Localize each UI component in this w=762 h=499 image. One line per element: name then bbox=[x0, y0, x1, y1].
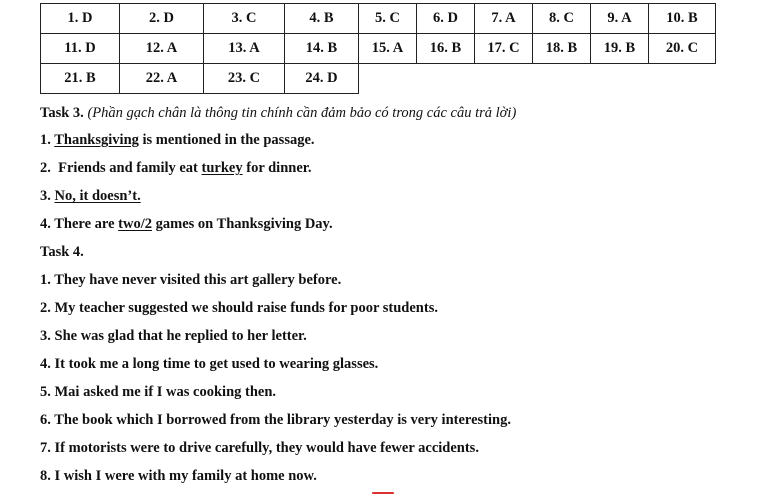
answer-cell: 1. D bbox=[41, 4, 120, 34]
answer-cell: 9. A bbox=[591, 4, 649, 34]
red-end-mark bbox=[372, 492, 394, 494]
empty-cell bbox=[475, 64, 533, 94]
task4-heading: Task 4. bbox=[40, 244, 84, 260]
answer-cell: 13. A bbox=[204, 34, 285, 64]
answer-row-3 bbox=[41, 64, 716, 94]
answer-cell: 10. B bbox=[649, 4, 716, 34]
answer-cell: 16. B bbox=[417, 34, 475, 64]
answer-cell: 2. D bbox=[120, 4, 204, 34]
empty-cell bbox=[591, 64, 649, 94]
task3-note: (Phần gạch chân là thông tin chính cần đảm bảo có trong các câu trả lời) bbox=[87, 105, 517, 121]
answer-content bbox=[40, 100, 755, 490]
answer-cell: 8. C bbox=[533, 4, 591, 34]
task4-item-2: 2. My teacher suggested we should raise funds for poor students. bbox=[40, 300, 438, 316]
answer-row-1 bbox=[41, 4, 716, 34]
answer-cell: 12. A bbox=[120, 34, 204, 64]
answer-cell: 19. B bbox=[591, 34, 649, 64]
answer-cell: 15. A bbox=[359, 34, 417, 64]
underlined-key-info: two/2 bbox=[118, 216, 152, 232]
answer-cell: 6. D bbox=[417, 4, 475, 34]
answer-cell: 7. A bbox=[475, 4, 533, 34]
item-text: games on Thanksgiving Day. bbox=[151, 216, 333, 232]
answer-cell: 21. B bbox=[41, 64, 120, 94]
task4-item-5: 5. Mai asked me if I was cooking then. bbox=[40, 384, 277, 400]
item-number: 3. bbox=[40, 188, 51, 204]
item-number: 2. bbox=[40, 160, 51, 176]
answer-cell: 11. D bbox=[41, 34, 120, 64]
answer-cell: 18. B bbox=[533, 34, 591, 64]
answer-cell: 4. B bbox=[285, 4, 359, 34]
underlined-key-info: No, it doesn’t. bbox=[54, 188, 141, 204]
item-number: 4. bbox=[40, 216, 51, 232]
answer-cell: 14. B bbox=[285, 34, 359, 64]
answer-row-2 bbox=[41, 34, 716, 64]
task3-item-4 bbox=[40, 210, 755, 238]
empty-cell bbox=[649, 64, 716, 94]
item-text: There are bbox=[50, 216, 119, 232]
task3-heading: Task 3. bbox=[40, 105, 84, 121]
answer-cell: 22. A bbox=[120, 64, 204, 94]
task3-item-3 bbox=[40, 182, 755, 210]
task3-item-1 bbox=[40, 126, 755, 154]
task3-heading-line bbox=[40, 100, 755, 126]
task4-item-1: 1. They have never visited this art gallery before. bbox=[40, 272, 342, 288]
answer-cell: 24. D bbox=[285, 64, 359, 94]
item-text: for dinner. bbox=[242, 160, 312, 176]
task4-item-8: 8. I wish I were with my family at home now. bbox=[40, 468, 317, 484]
empty-cell bbox=[533, 64, 591, 94]
item-text: is mentioned in the passage. bbox=[138, 132, 315, 148]
answer-key-table bbox=[40, 3, 716, 94]
task3-item-2 bbox=[40, 154, 755, 182]
empty-cell bbox=[417, 64, 475, 94]
underlined-key-info: turkey bbox=[201, 160, 243, 176]
answer-cell: 5. C bbox=[359, 4, 417, 34]
item-number: 1. bbox=[40, 132, 51, 148]
answer-cell: 17. C bbox=[475, 34, 533, 64]
task4-item-7: 7. If motorists were to drive carefully, they would have fewer accidents. bbox=[40, 440, 479, 456]
answer-cell: 3. C bbox=[204, 4, 285, 34]
empty-cell bbox=[359, 64, 417, 94]
task4-item-3: 3. She was glad that he replied to her letter. bbox=[40, 328, 307, 344]
underlined-key-info: Thanksgiving bbox=[54, 132, 139, 148]
answer-cell: 23. C bbox=[204, 64, 285, 94]
answer-cell: 20. C bbox=[649, 34, 716, 64]
task4-item-6: 6. The book which I borrowed from the library yesterday is very interesting. bbox=[40, 412, 511, 428]
task4-item-4: 4. It took me a long time to get used to wearing glasses. bbox=[40, 356, 379, 372]
item-text: Friends and family eat bbox=[50, 160, 202, 176]
